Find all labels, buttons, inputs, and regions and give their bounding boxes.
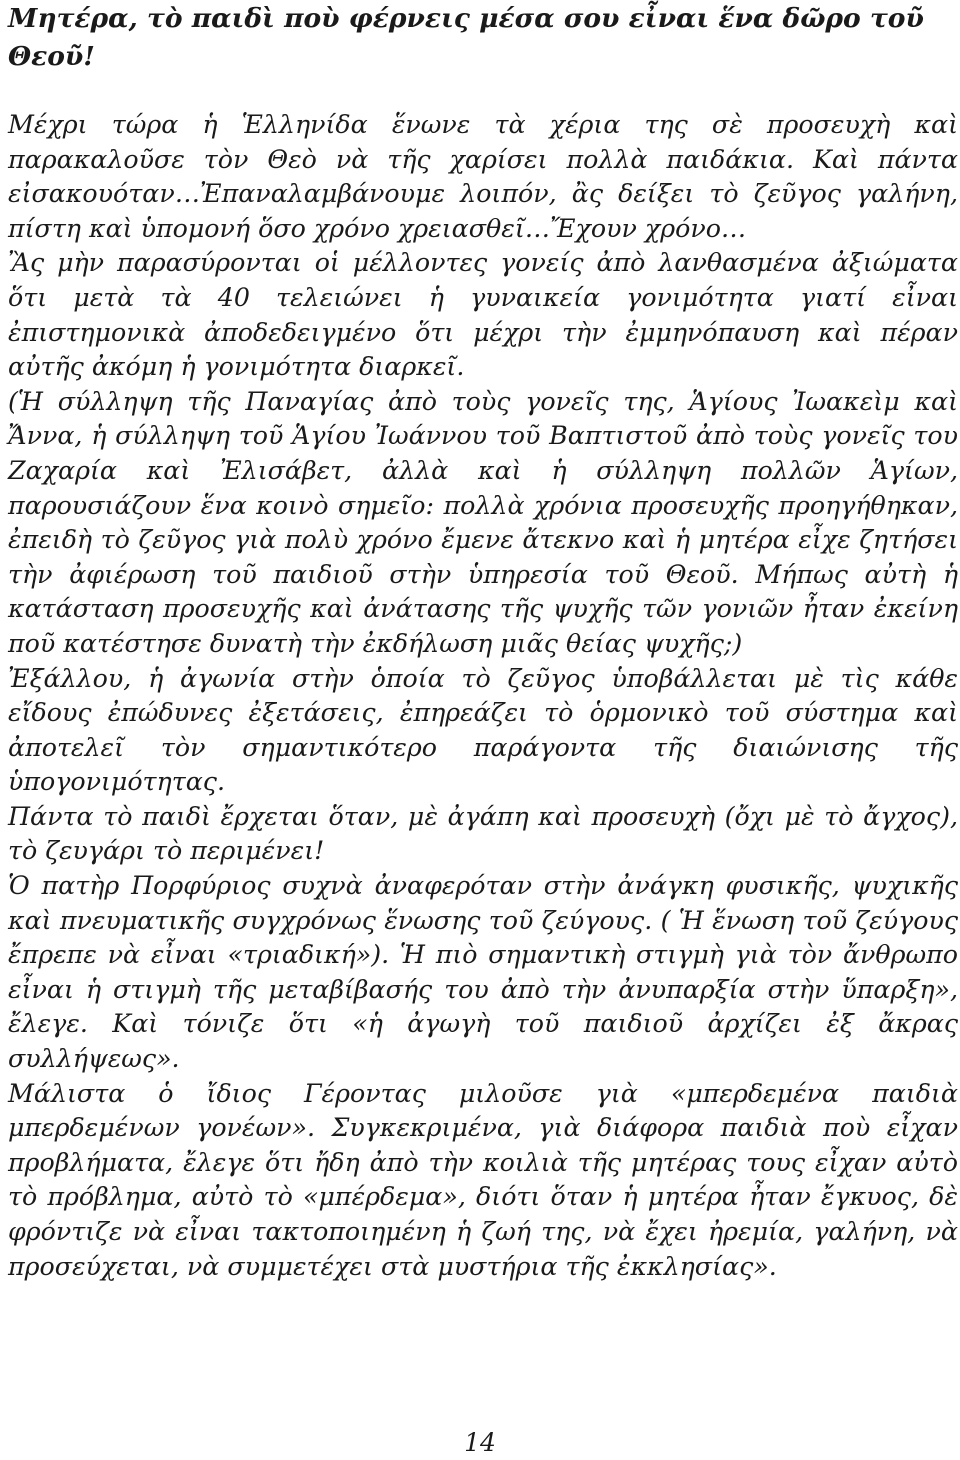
- paragraph-5: Πάντα τὸ παιδὶ ἔρχεται ὅταν, μὲ ἀγάπη καὶ προσευχὴ (ὄχι μὲ τὸ ἄγχος), τὸ ζευγάρι τὸ περιμένει!: [8, 801, 958, 866]
- page-number: 14: [464, 1428, 496, 1457]
- paragraph-2: Ἂς μὴν παρασύρονται οἱ μέλλοντες γονείς ἀπὸ λανθασμένα ἀξιώματα ὅτι μετὰ τὰ 40 τελειώνει ἡ γυναικεία γονιμότητα γιατί εἶναι ἐπιστημονικὰ ἀποδεδειγμένο ὅτι μέχρι τὴν ἐμμηνόπαυση καὶ πέραν αὐτῆς ἀκόμη ἡ γονιμότητα διαρκεῖ.: [8, 248, 958, 382]
- paragraph-3: (Ἡ σύλληψη τῆς Παναγίας ἀπὸ τοὺς γονεῖς της, Ἁγίους Ἰωακεὶμ καὶ Ἄννα, ἡ σύλληψη τοῦ Ἁγίου Ἰωάννου τοῦ Βαπτιστοῦ ἀπὸ τοὺς γονεῖς του Ζαχαρία καὶ Ἐλισάβετ, ἀλλὰ καὶ ἡ σύλληψη πολλῶν Ἁγίων, παρουσιάζουν ἕνα κοινὸ σημεῖο: πολλὰ χρόνια προσευχῆς προηγήθηκαν, ἐπειδὴ τὸ ζεῦγος γιὰ πολὺ χρόνο ἔμενε ἄτεκνο καὶ ἡ μητέρα εἶχε ζητήσει τὴν ἀφιέρωση τοῦ παιδιοῦ στὴν ὑπηρεσία τοῦ Θεοῦ. Μήπως αὐτὴ ἡ κατάσταση προσευχῆς καὶ ἀνάτασης τῆς ψυχῆς τῶν γονιῶν ἦταν ἐκείνη ποῦ κατέστησε δυνατὴ τὴν ἐκδήλωση μιᾶς θείας ψυχῆς;): [8, 386, 958, 658]
- paragraph-6: Ὁ πατὴρ Πορφύριος συχνὰ ἀναφερόταν στὴν ἀνάγκη φυσικῆς, ψυχικῆς καὶ πνευματικῆς συγχρόνως ἕνωσης τοῦ ζεύγους. ( Ἡ ἕνωση τοῦ ζεύγους ἔπρεπε νὰ εἶναι «τριαδική»). Ἡ πιὸ σημαντικὴ στιγμὴ γιὰ τὸν ἄνθρωπο εἶναι ἡ στιγμὴ τῆς μεταβίβασής του ἀπὸ τὴν ἀνυπαρξία στὴν ὕπαρξη», ἔλεγε. Καὶ τόνιζε ὅτι «ἡ ἀγωγὴ τοῦ παιδιοῦ ἀρχίζει ἐξ ἄκρας συλλήψεως».: [8, 871, 958, 1074]
- paragraph-7: Μάλιστα ὁ ἴδιος Γέροντας μιλοῦσε γιὰ «μπερδεμένα παιδιὰ μπερδεμένων γονέων». Συγκεκριμένα, γιὰ διάφορα παιδιὰ ποὺ εἶχαν προβλήματα, ἔλεγε ὅτι ἤδη ἀπὸ τὴν κοιλιὰ τῆς μητέρας τους εἶχαν αὐτὸ τὸ πρόβλημα, αὐτὸ τὸ «μπέρδεμα», διότι ὅταν ἡ μητέρα ἦταν ἔγκυος, δὲ φρόντιζε νὰ εἶναι τακτοποιημένη ἡ ζωή της, νὰ ἔχει ἠρεμία, γαλήνη, νὰ προσεύχεται, νὰ συμμετέχει στὰ μυστήρια τῆς ἐκκλησίας».: [8, 1078, 958, 1281]
- heading-spacer: [8, 76, 958, 108]
- page-content: [8, 0, 958, 1284]
- paragraph-1: Μέχρι τώρα ἡ Ἑλληνίδα ἕνωνε τὰ χέρια της σὲ προσευχὴ καὶ παρακαλοῦσε τὸν Θεὸ νὰ τῆς χαρίσει πολλὰ παιδάκια. Καὶ πάντα εἰσακουόταν…Ἐπαναλαμβάνουμε λοιπόν, ἂς δείξει τὸ ζεῦγος γαλήνη, πίστη καὶ ὑπομονή ὅσο χρόνο χρειασθεῖ…Ἔχουν χρόνο…: [8, 110, 958, 243]
- paragraph-4: Ἐξάλλου, ἡ ἀγωνία στὴν ὁποία τὸ ζεῦγος ὑποβάλλεται μὲ τὶς κάθε εἴδους ἐπώδυνες ἐξετάσεις, ἐπηρεάζει τὸ ὁρμονικὸ τοῦ σύστημα καὶ ἀποτελεῖ τὸν σημαντικότερο παράγοντα τῆς διαιώνισης τῆς ὑπογονιμότητας.: [8, 663, 958, 797]
- page-heading: Μητέρα, τὸ παιδὶ ποὺ φέρνεις μέσα σου εἶναι ἕνα δῶρο τοῦ Θεοῦ!: [8, 3, 924, 72]
